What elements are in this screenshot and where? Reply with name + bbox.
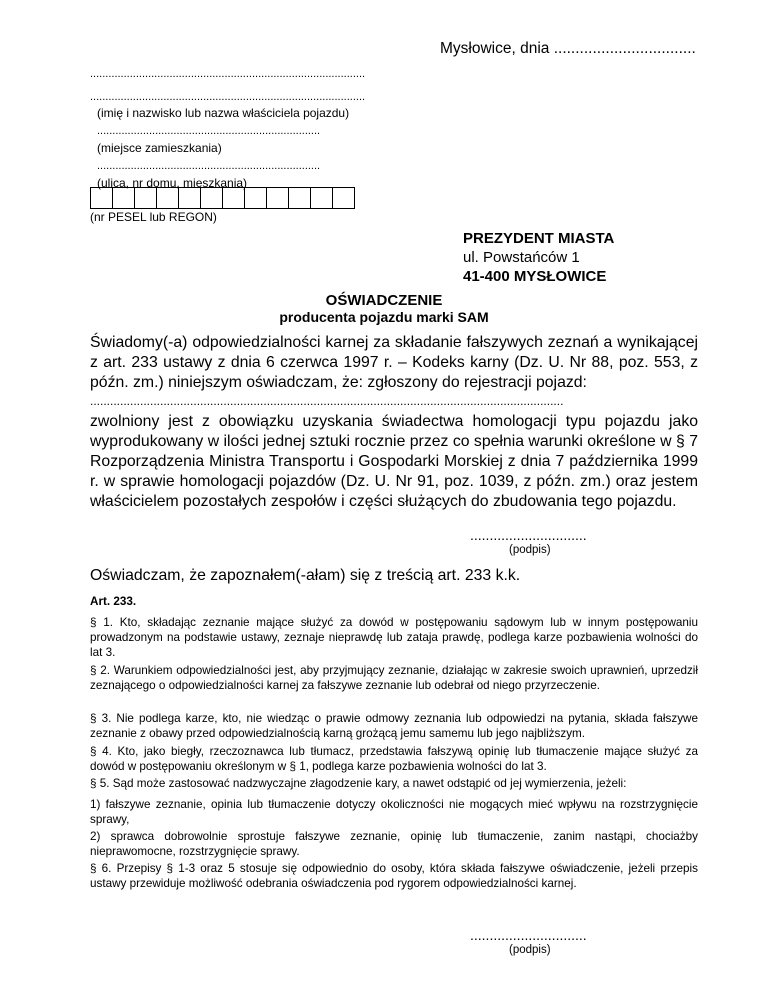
pesel-box[interactable]	[310, 188, 332, 208]
vehicle-dots: ..............................................................................................................................................	[90, 394, 564, 408]
pesel-box[interactable]	[134, 188, 156, 208]
pesel-box[interactable]	[288, 188, 310, 208]
statement-part-2: zwolniony jest z obowiązku uzyskania świadectwa homologacji typu pojazdu jako wyprodukowany w ilości jednej sztuki rocznie przez co spełnia warunki określone w § 7 Rozporządzenia Ministra Transportu i Gospodarki Morskiej z dnia 7 października 1999 r. w sprawie homologacji pojazdów (Dz. U. Nr 91, poz. 1039, z późn. zm.) oraz jestem właścicielem pozostałych zespołów i części służących do zbudowania tego pojazdu.	[90, 413, 698, 510]
signature-dots: ..............................	[470, 527, 587, 543]
pesel-box[interactable]	[266, 188, 288, 208]
signature-dots-2: ..............................	[470, 927, 587, 943]
article-par-6: § 6. Przepisy § 1-3 oraz 5 stosuje się odpowiednio do osoby, która składa fałszywe oświadczenie, jeżeli przepis ustawy przewiduje możliwość odebrania oświadczenia pod rygorem odpowiedzialności karnej.	[90, 862, 698, 890]
pesel-box[interactable]	[90, 188, 112, 208]
article-par-2: § 2. Warunkiem odpowiedzialności jest, aby przyjmujący zeznanie, działając w zakresie swoich uprawnień, uprzedził zeznającego o odpowiedzialności karnej za fałszywe zeznanie lub odebrał od niego przyrzeczenie.	[90, 664, 698, 692]
article-par-4: § 4. Kto, jako biegły, rzeczoznawca lub tłumacz, przedstawia fałszywą opinię lub tłumaczenie mające służyć za dowód w postępowaniu określonym w § 1, podlega karze pozbawienia wolności do lat 3.	[90, 745, 698, 773]
article-par-5-1: 1) fałszywe zeznanie, opinia lub tłumaczenie dotyczy okoliczności nie mogących mieć wpływu na rozstrzygnięcie sprawy,	[90, 798, 698, 826]
street-dots: .........................................................................	[97, 160, 321, 172]
signature-label: (podpis)	[509, 544, 551, 556]
residence-label: (miejsce zamieszkania)	[97, 141, 222, 155]
applicant-line-1: ..........................................................................................	[90, 68, 366, 80]
pesel-box[interactable]	[112, 188, 134, 208]
street-label: (ulica, nr domu, mieszkania)	[97, 176, 248, 190]
residence-dots: .........................................................................	[97, 125, 321, 137]
recipient-line-1: PREZYDENT MIASTA	[463, 230, 615, 247]
pesel-box[interactable]	[156, 188, 178, 208]
pesel-label: (nr PESEL lub REGON)	[90, 210, 217, 224]
pesel-box[interactable]	[222, 188, 244, 208]
pesel-box[interactable]	[178, 188, 200, 208]
document-title: OŚWIADCZENIE	[325, 292, 443, 309]
pesel-box[interactable]	[200, 188, 222, 208]
signature-label-2: (podpis)	[509, 944, 551, 956]
article-par-3: § 3. Nie podlega karze, kto, nie wiedząc o prawie odmowy zeznania lub odpowiedzi na pytania, składa fałszywe zeznanie z obawy przed odpowiedzialnością karną grożącą jemu samemu lub jego najbliższym.	[90, 712, 698, 740]
recipient-line-2: ul. Powstańców 1	[463, 249, 580, 266]
document-subtitle: producenta pojazdu marki SAM	[279, 309, 489, 325]
place-date: Mysłowice, dnia .................................	[440, 40, 696, 57]
article-par-1: § 1. Kto, składając zeznanie mające służyć za dowód w postępowaniu sądowym lub w innym postępowaniu prowadzonym na podstawie ustawy, zeznaje nieprawdę lub zataja prawdę, podlega karze pozbawienia wolności do lat 3.	[90, 616, 698, 659]
acknowledgement: Oświadczam, że zapoznałem(-ałam) się z treścią art. 233 k.k.	[90, 567, 521, 584]
article-par-5: § 5. Sąd może zastosować nadzwyczajne złagodzenie kary, a nawet odstąpić od jej wymierzenia, jeżeli:	[90, 777, 627, 790]
pesel-box[interactable]	[244, 188, 266, 208]
article-heading: Art. 233.	[90, 595, 137, 608]
pesel-box[interactable]	[332, 188, 355, 208]
pesel-boxes[interactable]	[90, 187, 355, 209]
statement-part-1: Świadomy(-a) odpowiedzialności karnej za składanie fałszywych zeznań a wynikającej z art. 233 ustawy z dnia 6 czerwca 1997 r. – Kodeks karny (Dz. U. Nr 88, poz. 553, z późn. zm.) niniejszym oświadczam, że: zgłoszony do rejestracji pojazd:	[90, 334, 698, 391]
recipient-line-3: 41-400 MYSŁOWICE	[463, 268, 607, 285]
applicant-name-label: (imię i nazwisko lub nazwa właściciela pojazdu)	[97, 106, 350, 120]
applicant-line-2: ..........................................................................................	[90, 91, 366, 103]
article-par-5-2: 2) sprawca dobrowolnie sprostuje fałszywe zeznanie, opinię lub tłumaczenie, zanim nastąpi, chociażby nieprawomocne, rozstrzygnięcie sprawy.	[90, 830, 698, 858]
